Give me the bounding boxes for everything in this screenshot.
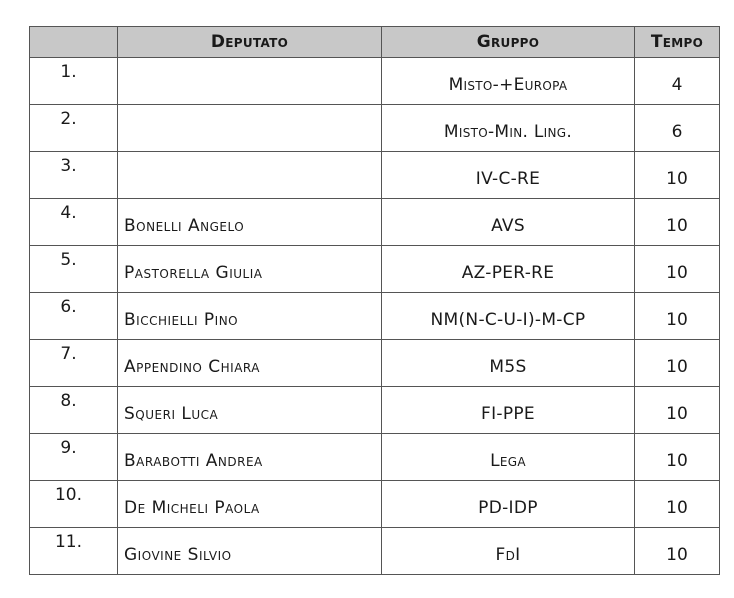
row-group: FI-PPE bbox=[382, 387, 635, 434]
table-row bbox=[30, 434, 720, 481]
row-group: M5S bbox=[382, 340, 635, 387]
row-number: 1. bbox=[30, 58, 118, 105]
row-time: 10 bbox=[635, 199, 720, 246]
row-number: 10. bbox=[30, 481, 118, 528]
row-number: 6. bbox=[30, 293, 118, 340]
row-time: 10 bbox=[635, 481, 720, 528]
header-deputy: Deputato bbox=[118, 27, 382, 58]
row-number: 11. bbox=[30, 528, 118, 575]
table-row bbox=[30, 481, 720, 528]
row-number: 9. bbox=[30, 434, 118, 481]
row-group: AZ-PER-RE bbox=[382, 246, 635, 293]
row-group: NM(N-C-U-I)-M-CP bbox=[382, 293, 635, 340]
table-row bbox=[30, 199, 720, 246]
table-body bbox=[30, 58, 720, 575]
row-group: Lega bbox=[382, 434, 635, 481]
row-number: 8. bbox=[30, 387, 118, 434]
row-number: 5. bbox=[30, 246, 118, 293]
row-group: IV-C-RE bbox=[382, 152, 635, 199]
row-number: 3. bbox=[30, 152, 118, 199]
row-group: AVS bbox=[382, 199, 635, 246]
table-row bbox=[30, 152, 720, 199]
row-time: 10 bbox=[635, 528, 720, 575]
row-number: 7. bbox=[30, 340, 118, 387]
row-deputy: Appendino Chiara bbox=[118, 340, 382, 387]
row-number: 4. bbox=[30, 199, 118, 246]
table-row bbox=[30, 105, 720, 152]
row-deputy bbox=[118, 152, 382, 199]
row-time: 10 bbox=[635, 152, 720, 199]
table-row bbox=[30, 340, 720, 387]
row-group: Misto-+Europa bbox=[382, 58, 635, 105]
row-group: FdI bbox=[382, 528, 635, 575]
table-row bbox=[30, 58, 720, 105]
row-deputy: Bicchielli Pino bbox=[118, 293, 382, 340]
header-number bbox=[30, 27, 118, 58]
row-time: 10 bbox=[635, 293, 720, 340]
row-time: 10 bbox=[635, 387, 720, 434]
speakers-table bbox=[29, 26, 720, 575]
row-time: 4 bbox=[635, 58, 720, 105]
row-time: 10 bbox=[635, 434, 720, 481]
row-group: PD-IDP bbox=[382, 481, 635, 528]
row-time: 6 bbox=[635, 105, 720, 152]
row-deputy: De Micheli Paola bbox=[118, 481, 382, 528]
row-deputy: Pastorella Giulia bbox=[118, 246, 382, 293]
row-number: 2. bbox=[30, 105, 118, 152]
row-time: 10 bbox=[635, 246, 720, 293]
table-row bbox=[30, 246, 720, 293]
header-group: Gruppo bbox=[382, 27, 635, 58]
row-deputy bbox=[118, 105, 382, 152]
table-header-row bbox=[30, 27, 720, 58]
row-deputy bbox=[118, 58, 382, 105]
row-deputy: Barabotti Andrea bbox=[118, 434, 382, 481]
table-row bbox=[30, 293, 720, 340]
row-deputy: Giovine Silvio bbox=[118, 528, 382, 575]
row-deputy: Bonelli Angelo bbox=[118, 199, 382, 246]
header-time: Tempo bbox=[635, 27, 720, 58]
table-row bbox=[30, 528, 720, 575]
table-row bbox=[30, 387, 720, 434]
row-time: 10 bbox=[635, 340, 720, 387]
row-group: Misto-Min. Ling. bbox=[382, 105, 635, 152]
row-deputy: Squeri Luca bbox=[118, 387, 382, 434]
